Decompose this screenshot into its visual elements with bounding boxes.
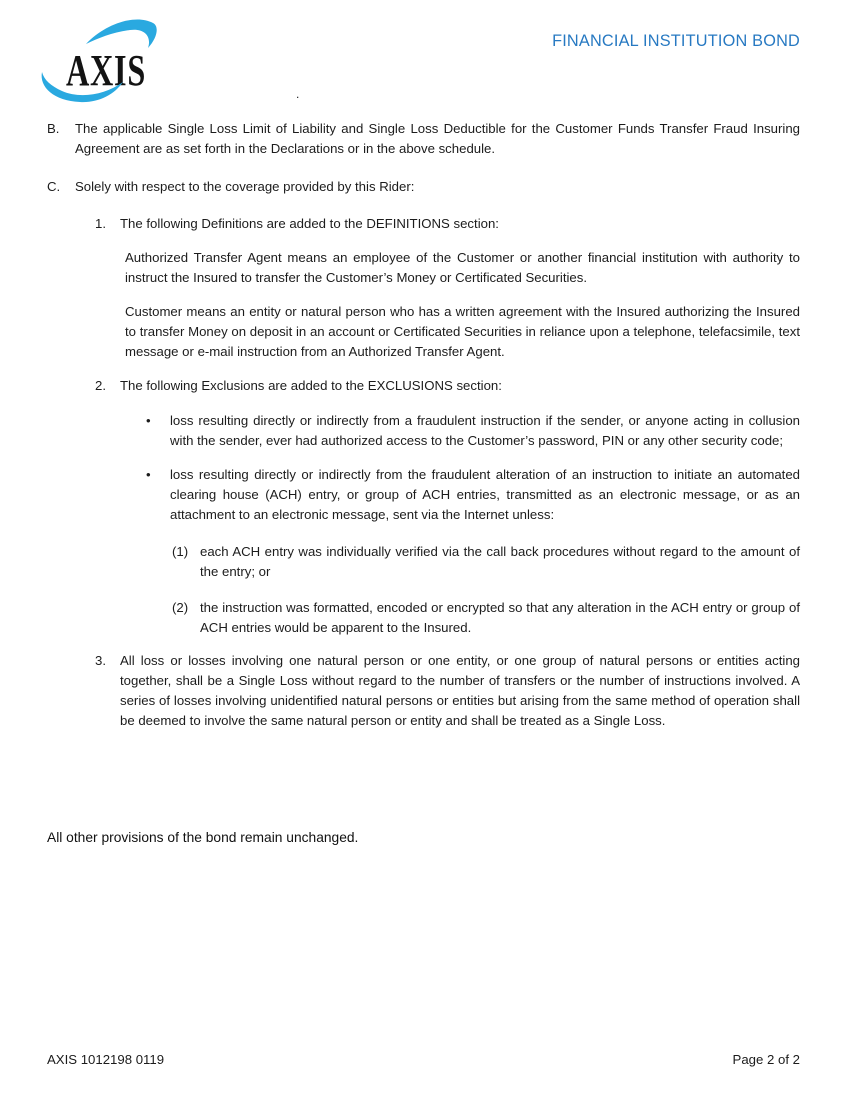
document-footer [47,1050,800,1070]
sub-item-text: the instruction was formatted, encoded or encrypted so that any alteration in the ACH entry or group of ACH entries would be apparent to the Insured. [200,600,800,635]
bullet-text: loss resulting directly or indirectly from the fraudulent alteration of an instruction to initiate an automated clearing house (ACH) entry, or group of ACH entries, transmitted as an electronic message, or as an attachment to an electronic message, sent via the Internet unless: [170,467,800,522]
logo-swoosh-top-icon [86,20,157,48]
logo-wordmark: AXIS [66,46,146,95]
numbered-item-2 [95,376,800,396]
sub-item-text: each ACH entry was individually verified via the call back procedures without regard to the amount of the entry; or [200,544,800,579]
item-number: 1. [95,216,106,231]
exclusion-bullet-2 [146,465,800,525]
item-text: The following Exclusions are added to the EXCLUSIONS section: [120,378,502,393]
definition-text: Authorized Transfer Agent means an employee of the Customer or another financial institution with authority to instruct the Insured to transfer the Customer’s Money or Certificated Securities. [125,250,800,285]
section-label: C. [47,179,61,194]
section-b [47,119,800,159]
axis-logo [38,13,198,105]
item-text: All loss or losses involving one natural person or one entity, or one group of natural persons or entities acting together, shall be a Single Loss without regard to the number of transfers or the number of instructions involved. A series of losses involving unidentified natural persons or entities but arising from the same method of operation shall be deemed to involve the same natural person or entity and shall be treated as a Single Loss. [120,653,800,728]
bullet-icon: • [146,413,151,428]
numbered-item-1 [95,214,800,234]
section-text: Solely with respect to the coverage provided by this Rider: [75,179,415,194]
numbered-item-3 [95,651,800,731]
definition-authorized-transfer-agent [125,248,800,288]
document-title: FINANCIAL INSTITUTION BOND [552,32,800,50]
stray-period: . [296,87,300,101]
bullet-text: loss resulting directly or indirectly from a fraudulent instruction if the sender, or anyone acting in collusion with the sender, ever had authorized access to the Customer’s password, PIN or any other security code; [170,413,800,448]
definition-text: Customer means an entity or natural person who has a written agreement with the Insured authorizing the Insured to transfer Money on deposit in an account or Certificated Securities in reliance upon a telephone, telefacsimile, text message or e-mail instruction from an Authorized Transfer Agent. [125,304,800,359]
section-c [47,177,800,197]
section-text: The applicable Single Loss Limit of Liability and Single Loss Deductible for the Customer Funds Transfer Fraud Insuring Agreement are as set forth in the Declarations or in the above schedule. [75,121,800,156]
sub-item-number: (1) [172,544,189,559]
item-number: 2. [95,378,106,393]
sub-item-number: (2) [172,600,189,615]
section-label: B. [47,121,60,136]
definition-customer [125,302,800,362]
sub-item-2 [172,598,800,638]
page-number: Page 2 of 2 [732,1052,800,1067]
closing-provision-text: All other provisions of the bond remain unchanged. [47,830,359,845]
exclusion-bullet-1 [146,411,800,451]
form-number: AXIS 1012198 0119 [47,1052,165,1067]
bullet-icon: • [146,467,151,482]
sub-item-1 [172,542,800,582]
item-text: The following Definitions are added to the DEFINITIONS section: [120,216,499,231]
item-number: 3. [95,653,106,668]
